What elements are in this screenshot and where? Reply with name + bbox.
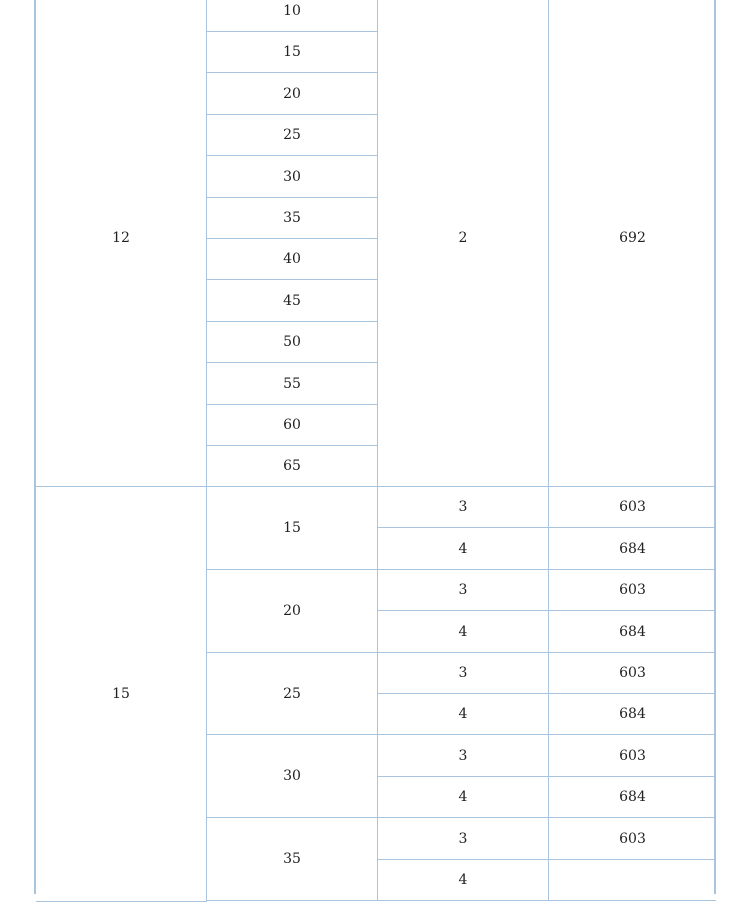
cell-text: 603 — [619, 582, 646, 598]
cell-text: 10 — [283, 2, 301, 19]
table-cell-section1-col2-row8 — [207, 280, 378, 322]
cell-text: 65 — [283, 458, 301, 474]
cell-text: 35 — [283, 851, 301, 867]
cell-text: 603 — [619, 830, 646, 847]
cell-text: 15 — [112, 686, 130, 702]
table-cell-section1-col4 — [549, 0, 716, 487]
cell-text: 684 — [619, 623, 646, 640]
cell-text: 4 — [458, 706, 468, 722]
table-cell-section2-group2-row1-col3 — [378, 570, 549, 611]
table-cell-section1-col2-row10 — [207, 363, 378, 405]
cell-text: 3 — [458, 665, 468, 681]
table-cell-section1-col1 — [36, 0, 207, 487]
table-cell-section1-col2-row3 — [207, 73, 378, 115]
cell-text: 25 — [283, 685, 301, 702]
cell-text: 4 — [458, 623, 468, 640]
table-cell-section2-group5-col2 — [207, 818, 378, 901]
table-cell-section2-group1-row2-col4 — [549, 528, 716, 570]
cell-text: 50 — [283, 334, 301, 350]
cell-text: 684 — [619, 706, 646, 722]
table-cell-section2-group5-row1-col4 — [549, 818, 716, 860]
table-cell-section1-col2-row7 — [207, 239, 378, 280]
cell-text: 20 — [283, 85, 301, 102]
table-cell-section2-group2-row2-col4 — [549, 611, 716, 653]
table-cell-section2-group3-col2 — [207, 653, 378, 735]
table-cell-section2-group4-row1-col3 — [378, 735, 549, 777]
table-cell-section1-col2-row5 — [207, 156, 378, 198]
cell-text: 3 — [458, 747, 468, 764]
cell-text: 45 — [283, 292, 301, 309]
cell-text: 15 — [283, 520, 301, 536]
table-cell-section1-col3 — [378, 0, 549, 487]
table-cell-section2-group5-row2-col3 — [378, 860, 549, 901]
cell-text: 3 — [458, 830, 468, 847]
cell-text: 60 — [283, 417, 301, 433]
cell-text: 684 — [619, 789, 646, 805]
table-cell-section2-group4-col2 — [207, 735, 378, 818]
cell-text: 25 — [283, 127, 301, 143]
cell-text: 4 — [458, 540, 468, 557]
table-cell-section2-group4-row1-col4 — [549, 735, 716, 777]
table-cell-section2-group2-row2-col3 — [378, 611, 549, 653]
table-cell-section1-col2-row4 — [207, 115, 378, 156]
table-cell-section2-col1 — [36, 487, 207, 902]
cell-text: 603 — [619, 499, 646, 515]
table-cell-section2-group1-row1-col4 — [549, 487, 716, 528]
cell-text: 603 — [619, 747, 646, 764]
cell-text: 3 — [458, 582, 468, 598]
table-cell-section2-group5-row2-col4 — [549, 860, 716, 901]
data-table — [34, 0, 716, 894]
cell-text: 35 — [283, 210, 301, 226]
cell-text: 20 — [283, 603, 301, 619]
table-cell-section2-group1-row2-col3 — [378, 528, 549, 570]
table-cell-section2-group2-row1-col4 — [549, 570, 716, 611]
cell-text: 692 — [619, 230, 646, 246]
cell-text: 30 — [283, 168, 301, 185]
cell-text: 2 — [458, 230, 468, 246]
cell-text: 30 — [283, 768, 301, 784]
table-cell-section1-col2-row6 — [207, 198, 378, 239]
table-cell-section1-col2-row12 — [207, 446, 378, 487]
cell-text: 684 — [619, 540, 646, 557]
table-cell-section2-group4-row2-col4 — [549, 777, 716, 818]
table-cell-section1-col2-row1 — [207, 0, 378, 32]
cell-text: 12 — [112, 230, 130, 246]
cell-text: 603 — [619, 665, 646, 681]
cell-text: 4 — [458, 789, 468, 805]
table-cell-section2-group1-col2 — [207, 487, 378, 570]
table-cell-section2-group3-row2-col3 — [378, 694, 549, 735]
table-cell-section2-group3-row1-col3 — [378, 653, 549, 694]
table-cell-section2-group1-row1-col3 — [378, 487, 549, 528]
table-cell-section2-group3-row2-col4 — [549, 694, 716, 735]
table-cell-section2-group4-row2-col3 — [378, 777, 549, 818]
cell-text: 3 — [458, 499, 468, 515]
table-cell-section1-col2-row9 — [207, 322, 378, 363]
table-cell-section2-group3-row1-col4 — [549, 653, 716, 694]
table-cell-section2-group5-row1-col3 — [378, 818, 549, 860]
cell-text: 40 — [283, 251, 301, 267]
cell-text: 4 — [458, 872, 468, 888]
table-cell-section1-col2-row2 — [207, 32, 378, 73]
table-cell-section2-group2-col2 — [207, 570, 378, 653]
table-cell-section1-col2-row11 — [207, 405, 378, 446]
cell-text: 15 — [283, 44, 301, 60]
cell-text: 55 — [283, 375, 301, 392]
